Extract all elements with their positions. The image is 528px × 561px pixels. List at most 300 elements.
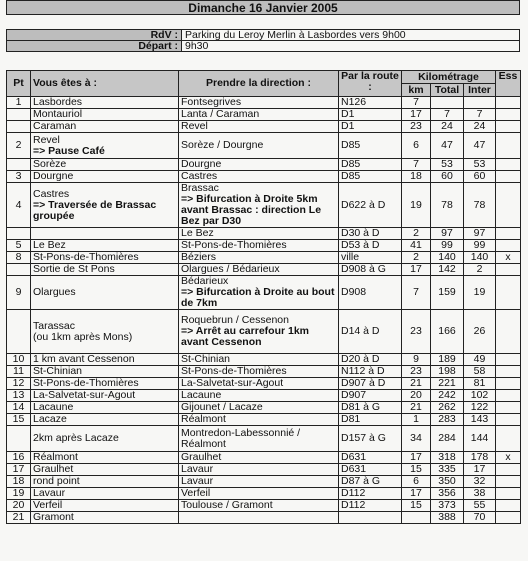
essence-mark [496, 366, 521, 378]
current-location-line: Le Bez [33, 239, 66, 251]
current-location-line: Lacaune [33, 401, 74, 413]
table-row [7, 97, 521, 109]
header-kilometrage: Kilométrage [402, 71, 496, 84]
total-km: 159 [431, 276, 464, 310]
current-location-line: => Pause Café [33, 144, 105, 157]
direction-line: Lacaune [181, 389, 222, 401]
essence-mark [496, 390, 521, 402]
current-location [31, 240, 179, 252]
current-location-line: 1 km avant Cessenon [33, 353, 135, 365]
current-location [31, 378, 179, 390]
inter-km: 55 [464, 500, 496, 512]
point-number [7, 264, 31, 276]
inter-km: 47 [464, 133, 496, 159]
km: 23 [402, 310, 431, 354]
km: 23 [402, 366, 431, 378]
total-km [431, 97, 464, 109]
table-row [7, 500, 521, 512]
table-row [7, 171, 521, 183]
page-title: Dimanche 16 Janvier 2005 [6, 0, 520, 15]
current-location-line: St-Chinian [33, 365, 83, 377]
km: 41 [402, 240, 431, 252]
km: 7 [402, 97, 431, 109]
direction-line: Castres [181, 170, 218, 182]
current-location [31, 488, 179, 500]
total-km: 283 [431, 414, 464, 426]
current-location [31, 121, 179, 133]
total-km: 262 [431, 402, 464, 414]
total-km: 388 [431, 512, 464, 524]
inter-km: 99 [464, 240, 496, 252]
direction [179, 414, 339, 426]
current-location [31, 512, 179, 524]
current-location [31, 426, 179, 452]
inter-km: 17 [464, 464, 496, 476]
route: D908 [339, 276, 402, 310]
inter-km: 32 [464, 476, 496, 488]
inter-km: 143 [464, 414, 496, 426]
header-inter: Inter [464, 84, 496, 97]
current-location [31, 476, 179, 488]
essence-mark [496, 378, 521, 390]
direction [179, 171, 339, 183]
direction-line: Béziers [181, 251, 217, 263]
total-km: 78 [431, 183, 464, 228]
direction [179, 464, 339, 476]
total-km: 47 [431, 133, 464, 159]
table-row [7, 414, 521, 426]
table-row [7, 390, 521, 402]
km: 6 [402, 476, 431, 488]
table-row [7, 121, 521, 133]
current-location-line: Olargues [33, 286, 76, 298]
direction-line: Réalmont [181, 437, 226, 450]
essence-mark [496, 512, 521, 524]
route: D81 [339, 414, 402, 426]
total-km: 198 [431, 366, 464, 378]
route: D907 [339, 390, 402, 402]
table-row [7, 366, 521, 378]
total-km: 356 [431, 488, 464, 500]
total-km: 166 [431, 310, 464, 354]
table-row [7, 264, 521, 276]
km [402, 512, 431, 524]
current-location [31, 354, 179, 366]
direction-line: Roquebrun / Cessenon [181, 314, 289, 326]
essence-mark [496, 276, 521, 310]
table-row [7, 476, 521, 488]
inter-km: 38 [464, 488, 496, 500]
essence-mark [496, 121, 521, 133]
essence-mark [496, 109, 521, 121]
table-row [7, 252, 521, 264]
direction-line: Verfeil [181, 487, 211, 499]
route: D112 [339, 500, 402, 512]
point-number: 13 [7, 390, 31, 402]
km: 2 [402, 228, 431, 240]
inter-km: 178 [464, 452, 496, 464]
route: D81 à G [339, 402, 402, 414]
essence-mark: x [496, 452, 521, 464]
direction [179, 512, 339, 524]
direction-line: Lanta / Caraman [181, 108, 260, 120]
inter-km: 102 [464, 390, 496, 402]
current-location-line: => Traversée de Brassac groupée [33, 198, 157, 222]
point-number: 18 [7, 476, 31, 488]
km: 7 [402, 159, 431, 171]
point-number [7, 228, 31, 240]
essence-mark [496, 402, 521, 414]
direction [179, 252, 339, 264]
current-location [31, 452, 179, 464]
essence-mark [496, 183, 521, 228]
table-row [7, 159, 521, 171]
total-km: 221 [431, 378, 464, 390]
total-km: 335 [431, 464, 464, 476]
route: N126 [339, 97, 402, 109]
point-number: 17 [7, 464, 31, 476]
current-location [31, 366, 179, 378]
direction-line: St-Pons-de-Thomières [181, 239, 287, 251]
route: D53 à D [339, 240, 402, 252]
table-row [7, 464, 521, 476]
direction [179, 264, 339, 276]
direction-line: Graulhet [181, 451, 222, 463]
direction [179, 354, 339, 366]
point-number: 2 [7, 133, 31, 159]
point-number: 1 [7, 97, 31, 109]
direction-line: Toulouse / Gramont [181, 499, 273, 511]
point-number: 3 [7, 171, 31, 183]
header-vous: Vous êtes à : [31, 71, 179, 97]
essence-mark [496, 133, 521, 159]
current-location-line: Lacaze [33, 413, 67, 425]
current-location-line: Réalmont [33, 451, 78, 463]
total-km: 142 [431, 264, 464, 276]
route: D85 [339, 133, 402, 159]
total-km: 97 [431, 228, 464, 240]
current-location-line: La-Salvetat-sur-Agout [33, 389, 136, 401]
km: 7 [402, 276, 431, 310]
inter-km: 58 [464, 366, 496, 378]
inter-km [464, 97, 496, 109]
direction-line: => Bifurcation à Droite 5km avant Brassac : direction Le Bez par D30 [181, 193, 322, 227]
rdv-value: Parking du Leroy Merlin à Lasbordes vers 9h00 [182, 30, 520, 41]
direction-line: Revel [181, 120, 208, 132]
direction [179, 159, 339, 171]
current-location [31, 310, 179, 354]
direction-line: Sorèze / Dourgne [181, 139, 264, 151]
current-location-line: (ou 1km après Mons) [33, 330, 133, 343]
total-km: 60 [431, 171, 464, 183]
inter-km: 60 [464, 171, 496, 183]
essence-mark [496, 464, 521, 476]
table-row [7, 228, 521, 240]
inter-km: 140 [464, 252, 496, 264]
inter-km: 26 [464, 310, 496, 354]
inter-km: 2 [464, 264, 496, 276]
current-location-line: rond point [33, 475, 80, 487]
current-location-line: Sortie de St Pons [33, 263, 115, 275]
direction-line: => Bifurcation à Droite au bout de 7km [181, 286, 335, 309]
km: 1 [402, 414, 431, 426]
current-location-line: Verfeil [33, 499, 63, 511]
table-row [7, 488, 521, 500]
route: D1 [339, 121, 402, 133]
km: 17 [402, 109, 431, 121]
current-location [31, 264, 179, 276]
point-number: 14 [7, 402, 31, 414]
direction-line: Olargues / Bédarieux [181, 263, 280, 275]
essence-mark: x [496, 252, 521, 264]
km: 23 [402, 121, 431, 133]
essence-mark [496, 264, 521, 276]
direction-line: Bédarieux [181, 275, 229, 287]
table-row [7, 310, 521, 354]
current-location-line: Gramont [33, 511, 74, 523]
header-pt: Pt [7, 71, 31, 97]
point-number [7, 109, 31, 121]
direction-line: Montredon-Labessonnié / [181, 426, 301, 439]
point-number: 10 [7, 354, 31, 366]
table-row [7, 133, 521, 159]
essence-mark [496, 159, 521, 171]
table-row [7, 512, 521, 524]
table-row [7, 402, 521, 414]
essence-mark [496, 488, 521, 500]
total-km: 373 [431, 500, 464, 512]
direction [179, 310, 339, 354]
inter-km: 144 [464, 426, 496, 452]
current-location-line: Castres [33, 187, 70, 200]
itinerary-table [6, 70, 521, 524]
current-location [31, 171, 179, 183]
current-location-line: Lavaur [33, 487, 66, 499]
route: D112 [339, 488, 402, 500]
direction [179, 488, 339, 500]
point-number [7, 121, 31, 133]
rdv-table [6, 29, 520, 52]
table-row [7, 183, 521, 228]
inter-km: 70 [464, 512, 496, 524]
total-km: 189 [431, 354, 464, 366]
direction [179, 240, 339, 252]
current-location-line: Lasbordes [33, 96, 83, 108]
inter-km: 24 [464, 121, 496, 133]
direction-line: Lavaur [181, 475, 214, 487]
current-location-line: 2km après Lacaze [33, 432, 119, 444]
total-km: 24 [431, 121, 464, 133]
essence-mark [496, 240, 521, 252]
route: D622 à D [339, 183, 402, 228]
direction [179, 476, 339, 488]
km: 17 [402, 488, 431, 500]
km: 9 [402, 354, 431, 366]
point-number [7, 159, 31, 171]
direction-line: St-Pons-de-Thomières [181, 365, 287, 377]
point-number: 9 [7, 276, 31, 310]
km: 15 [402, 500, 431, 512]
table-row [7, 426, 521, 452]
current-location [31, 414, 179, 426]
essence-mark [496, 310, 521, 354]
table-row [7, 378, 521, 390]
inter-km: 7 [464, 109, 496, 121]
direction [179, 452, 339, 464]
essence-mark [496, 171, 521, 183]
current-location-line: Sorèze [33, 158, 67, 170]
current-location [31, 97, 179, 109]
current-location-line: Dourgne [33, 170, 74, 182]
km: 21 [402, 378, 431, 390]
inter-km: 53 [464, 159, 496, 171]
total-km: 318 [431, 452, 464, 464]
current-location-line: Graulhet [33, 463, 74, 475]
current-location [31, 133, 179, 159]
table-row [7, 452, 521, 464]
route: D157 à G [339, 426, 402, 452]
current-location [31, 252, 179, 264]
km: 17 [402, 452, 431, 464]
total-km: 140 [431, 252, 464, 264]
depart-label: Départ : [7, 41, 182, 52]
point-number [7, 310, 31, 354]
current-location [31, 183, 179, 228]
inter-km: 122 [464, 402, 496, 414]
point-number: 21 [7, 512, 31, 524]
direction [179, 390, 339, 402]
km: 20 [402, 390, 431, 402]
direction-line: Le Bez [181, 227, 214, 239]
essence-mark [496, 354, 521, 366]
current-location [31, 109, 179, 121]
route: ville [339, 252, 402, 264]
point-number [7, 426, 31, 452]
current-location-line: Revel [33, 133, 60, 146]
inter-km: 78 [464, 183, 496, 228]
current-location [31, 402, 179, 414]
header-ess: Ess [496, 71, 521, 97]
current-location [31, 500, 179, 512]
direction [179, 133, 339, 159]
direction-line: Réalmont [181, 413, 226, 425]
inter-km: 49 [464, 354, 496, 366]
km: 6 [402, 133, 431, 159]
essence-mark [496, 500, 521, 512]
current-location-line: Montauriol [33, 108, 83, 120]
inter-km: 81 [464, 378, 496, 390]
current-location-line: Caraman [33, 120, 77, 132]
km: 21 [402, 402, 431, 414]
direction [179, 402, 339, 414]
route: D631 [339, 464, 402, 476]
direction [179, 228, 339, 240]
depart-value: 9h30 [182, 41, 520, 52]
direction [179, 500, 339, 512]
route: D20 à D [339, 354, 402, 366]
direction-line: => Arrêt au carrefour 1km avant Cessenon [181, 325, 310, 348]
direction-line: Dourgne [181, 158, 222, 170]
total-km: 350 [431, 476, 464, 488]
route: D85 [339, 159, 402, 171]
direction [179, 97, 339, 109]
route: D14 à D [339, 310, 402, 354]
essence-mark [496, 228, 521, 240]
total-km: 99 [431, 240, 464, 252]
direction-line: Lavaur [181, 463, 214, 475]
point-number: 19 [7, 488, 31, 500]
route: D87 à G [339, 476, 402, 488]
direction-line: St-Chinian [181, 353, 231, 365]
km: 17 [402, 264, 431, 276]
route: N112 à D [339, 366, 402, 378]
header-route: Par la route : [339, 71, 402, 97]
current-location [31, 464, 179, 476]
route: D907 à D [339, 378, 402, 390]
table-row [7, 276, 521, 310]
header-km: km [402, 84, 431, 97]
route: D631 [339, 452, 402, 464]
inter-km: 97 [464, 228, 496, 240]
point-number: 12 [7, 378, 31, 390]
current-location-line: Tarassac [33, 319, 76, 332]
direction [179, 121, 339, 133]
direction [179, 366, 339, 378]
current-location [31, 228, 179, 240]
route: D1 [339, 109, 402, 121]
route: D30 à D [339, 228, 402, 240]
km: 34 [402, 426, 431, 452]
point-number: 4 [7, 183, 31, 228]
route: D908 à G [339, 264, 402, 276]
essence-mark [496, 426, 521, 452]
direction [179, 183, 339, 228]
essence-mark [496, 476, 521, 488]
direction [179, 378, 339, 390]
point-number: 15 [7, 414, 31, 426]
current-location-line: St-Pons-de-Thomières [33, 377, 139, 389]
inter-km: 19 [464, 276, 496, 310]
rdv-label: RdV : [7, 30, 182, 41]
km: 15 [402, 464, 431, 476]
essence-mark [496, 97, 521, 109]
table-row [7, 240, 521, 252]
point-number: 16 [7, 452, 31, 464]
route [339, 512, 402, 524]
km: 2 [402, 252, 431, 264]
direction-line: Brassac [181, 182, 219, 194]
direction [179, 426, 339, 452]
direction-line: Fontsegrives [181, 96, 242, 108]
current-location [31, 159, 179, 171]
route: D85 [339, 171, 402, 183]
point-number: 5 [7, 240, 31, 252]
point-number: 20 [7, 500, 31, 512]
point-number: 11 [7, 366, 31, 378]
current-location-line: St-Pons-de-Thomières [33, 251, 139, 263]
direction [179, 109, 339, 121]
km: 19 [402, 183, 431, 228]
point-number: 8 [7, 252, 31, 264]
header-direction: Prendre la direction : [179, 71, 339, 97]
direction-line: Gijounet / Lacaze [181, 401, 263, 413]
direction-line: La-Salvetat-sur-Agout [181, 377, 284, 389]
current-location [31, 276, 179, 310]
current-location [31, 390, 179, 402]
km: 18 [402, 171, 431, 183]
essence-mark [496, 414, 521, 426]
table-row [7, 109, 521, 121]
